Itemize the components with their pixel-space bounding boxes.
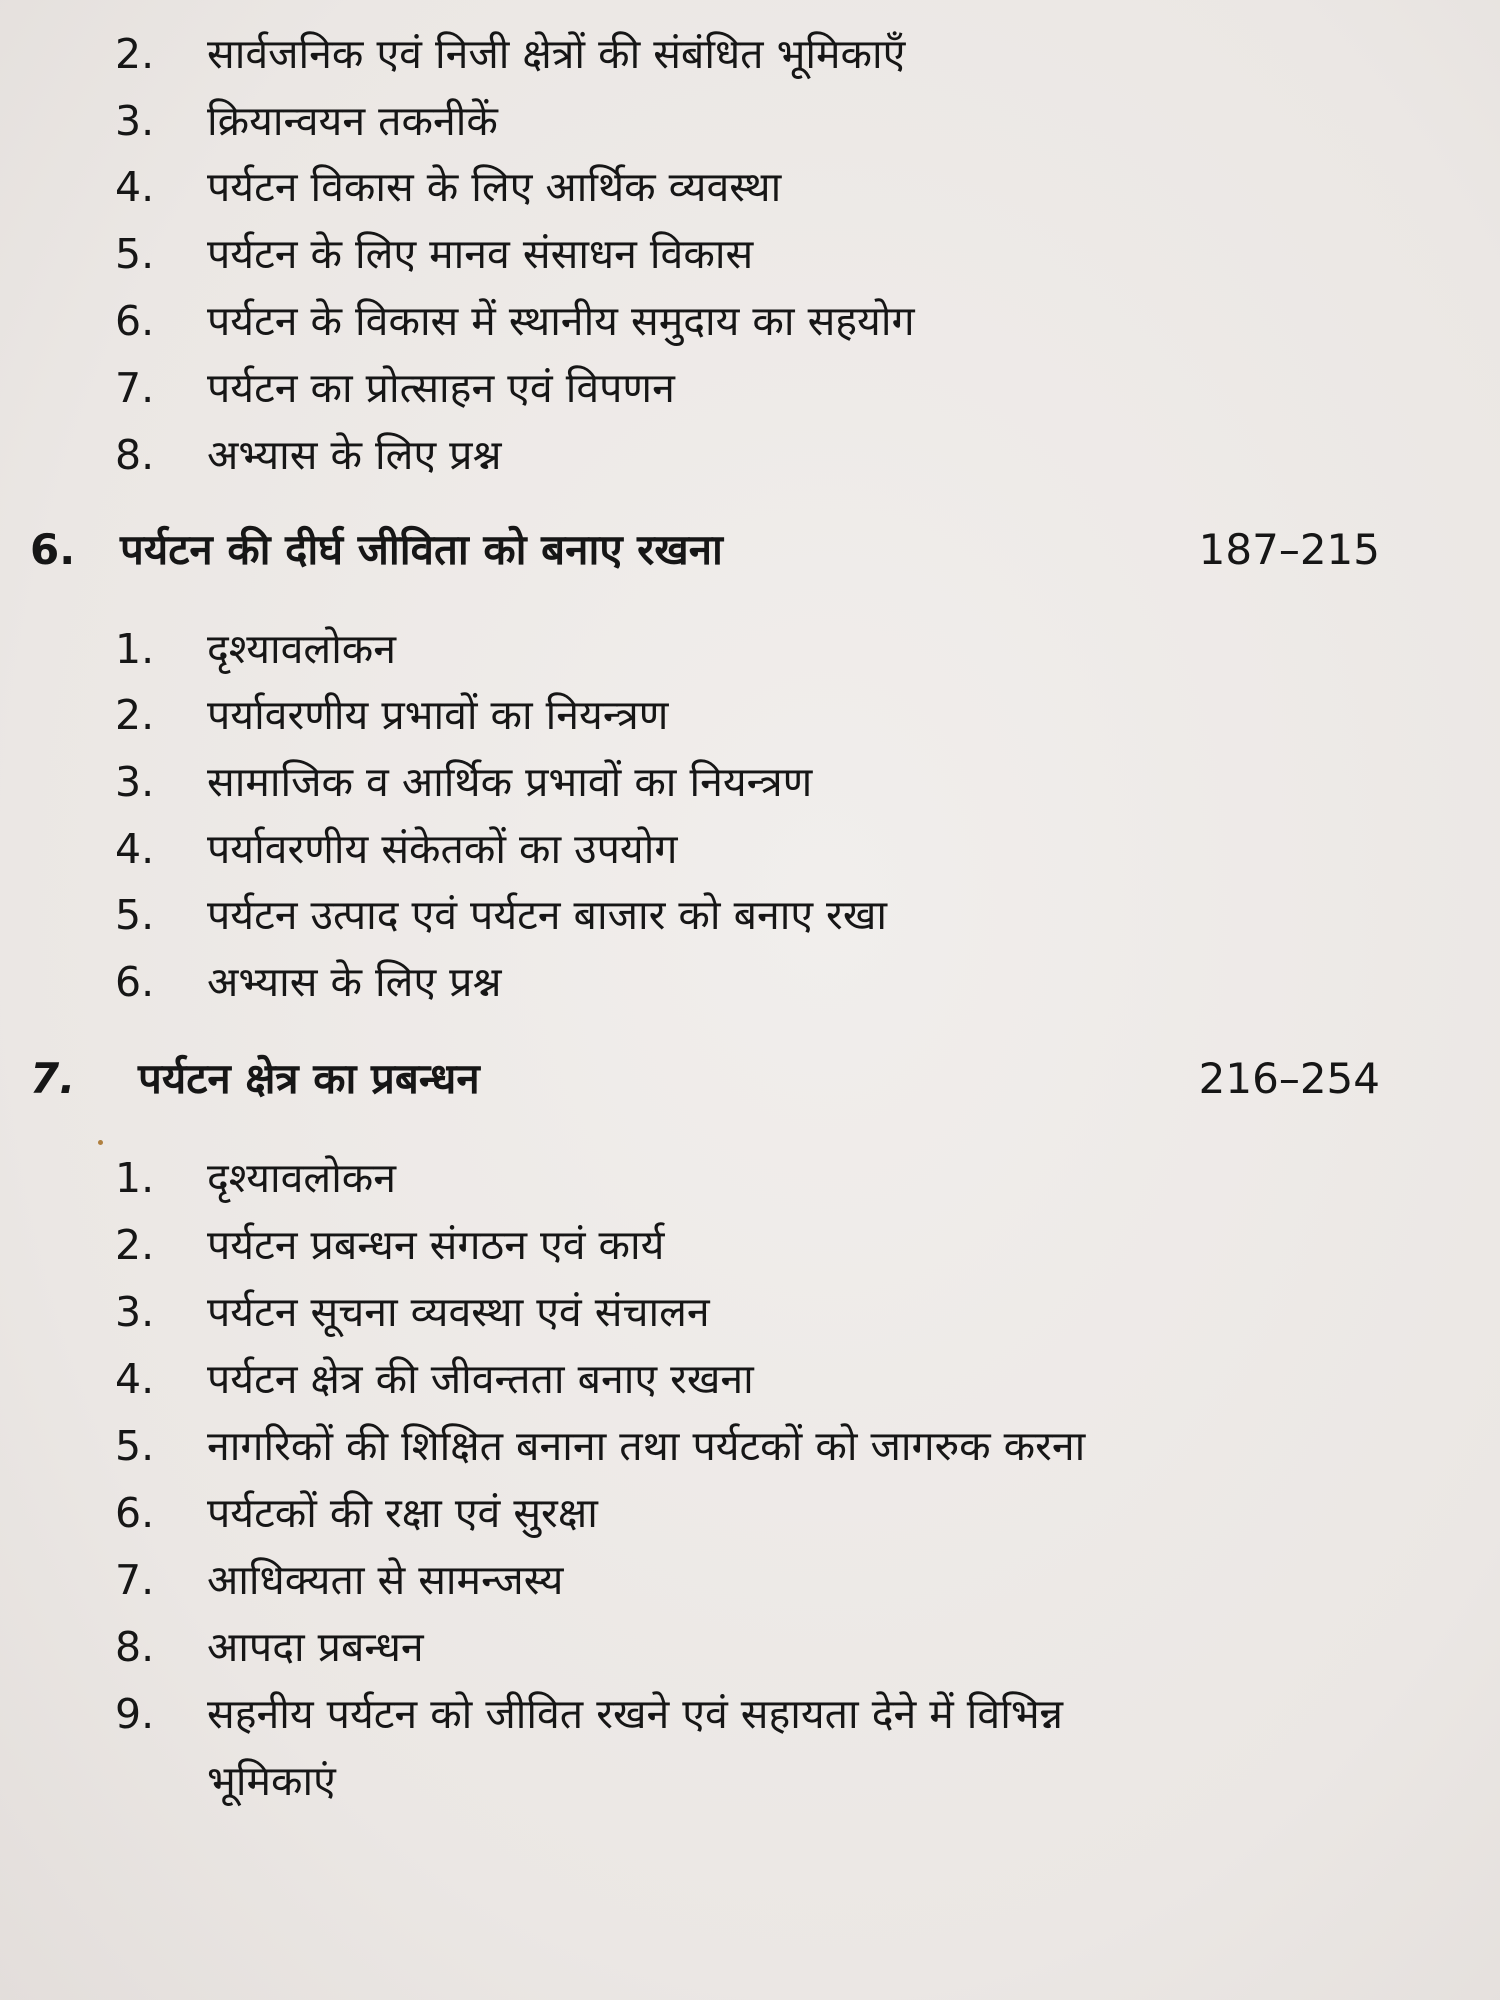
item-number: 2.	[115, 1221, 155, 1269]
item-number: 8.	[115, 1623, 155, 1671]
toc-item	[115, 222, 1375, 286]
item-number: 6.	[115, 297, 155, 345]
item-number: 7.	[115, 364, 155, 412]
toc-item	[115, 1481, 1375, 1545]
toc-item	[115, 1615, 1375, 1679]
speck	[98, 1140, 103, 1145]
item-number: 9.	[115, 1690, 155, 1738]
toc-item	[115, 1414, 1375, 1478]
toc-item	[115, 89, 1375, 153]
item-text: पर्यटन क्षेत्र की जीवन्तता बनाए रखना	[207, 1355, 754, 1403]
toc-item	[115, 883, 1375, 947]
item-text: क्रियान्वयन तकनीकें	[207, 97, 498, 145]
item-number: 3.	[115, 97, 155, 145]
item-number: 6.	[115, 958, 155, 1006]
toc-item	[115, 423, 1375, 487]
chapter-title: पर्यटन क्षेत्र का प्रबन्धन	[138, 1054, 480, 1103]
item-number: 3.	[115, 758, 155, 806]
toc-item-continuation	[115, 1749, 1375, 1813]
item-text: पर्यटन के विकास में स्थानीय समुदाय का सहयोग	[207, 297, 915, 345]
item-number: 5.	[115, 230, 155, 278]
toc-item	[115, 817, 1375, 881]
item-text: नागरिकों की शिक्षित बनाना तथा पर्यटकों को जागरुक करना	[207, 1422, 1086, 1470]
toc-item	[115, 617, 1375, 681]
toc-item	[115, 750, 1375, 814]
chapter-pages: 216–254	[1198, 1054, 1380, 1103]
toc-item	[115, 1213, 1375, 1277]
item-number: 4.	[115, 1355, 155, 1403]
toc-item	[115, 22, 1375, 86]
item-text: पर्यटन प्रबन्धन संगठन एवं कार्य	[207, 1221, 665, 1269]
chapter-number: 6.	[30, 525, 76, 574]
chapter-pages: 187–215	[1198, 525, 1380, 574]
item-text: आधिक्यता से सामन्जस्य	[207, 1556, 564, 1604]
item-text: पर्यटकों की रक्षा एवं सुरक्षा	[207, 1489, 598, 1537]
item-number: 1.	[115, 625, 155, 673]
item-text: आपदा प्रबन्धन	[207, 1623, 424, 1671]
item-text: पर्यावरणीय संकेतकों का उपयोग	[207, 825, 678, 873]
toc-item	[115, 1548, 1375, 1612]
item-text: पर्यटन सूचना व्यवस्था एवं संचालन	[207, 1288, 710, 1336]
item-number: 2.	[115, 30, 155, 78]
item-number: 4.	[115, 163, 155, 211]
toc-item	[115, 289, 1375, 353]
item-text: दृश्यावलोकन	[207, 1154, 397, 1202]
item-text: पर्यटन विकास के लिए आर्थिक व्यवस्था	[207, 163, 782, 211]
item-text: सामाजिक व आर्थिक प्रभावों का नियन्त्रण	[207, 758, 813, 806]
toc-item	[115, 1682, 1375, 1746]
item-number: 2.	[115, 691, 155, 739]
item-number: 5.	[115, 1422, 155, 1470]
item-text: सार्वजनिक एवं निजी क्षेत्रों की संबंधित भूमिकाएँ	[207, 30, 906, 78]
item-number: 5.	[115, 891, 155, 939]
toc-item	[115, 155, 1375, 219]
item-number: 4.	[115, 825, 155, 873]
toc-item	[115, 356, 1375, 420]
toc-item	[115, 950, 1375, 1014]
item-text: अभ्यास के लिए प्रश्न	[207, 958, 502, 1006]
item-text: पर्यटन उत्पाद एवं पर्यटन बाजार को बनाए रखा	[207, 891, 887, 939]
item-number: 6.	[115, 1489, 155, 1537]
toc-item	[115, 1146, 1375, 1210]
item-number: 7.	[115, 1556, 155, 1604]
chapter-heading	[30, 518, 1380, 582]
item-number: 3.	[115, 1288, 155, 1336]
item-text: पर्यावरणीय प्रभावों का नियन्त्रण	[207, 691, 669, 739]
item-text: अभ्यास के लिए प्रश्न	[207, 431, 502, 479]
item-text: पर्यटन का प्रोत्साहन एवं विपणन	[207, 364, 675, 412]
toc-item	[115, 1347, 1375, 1411]
chapter-title: पर्यटन की दीर्घ जीविता को बनाए रखना	[120, 525, 723, 574]
item-text: सहनीय पर्यटन को जीवित रखने एवं सहायता देने में विभिन्न	[207, 1690, 1064, 1738]
item-number: 8.	[115, 431, 155, 479]
toc-item	[115, 683, 1375, 747]
toc-item	[115, 1280, 1375, 1344]
item-text: दृश्यावलोकन	[207, 625, 397, 673]
chapter-heading	[30, 1047, 1380, 1111]
chapter-number: 7.	[30, 1054, 76, 1103]
item-text: पर्यटन के लिए मानव संसाधन विकास	[207, 230, 754, 278]
item-number: 1.	[115, 1154, 155, 1202]
item-text: भूमिकाएं	[207, 1757, 336, 1805]
